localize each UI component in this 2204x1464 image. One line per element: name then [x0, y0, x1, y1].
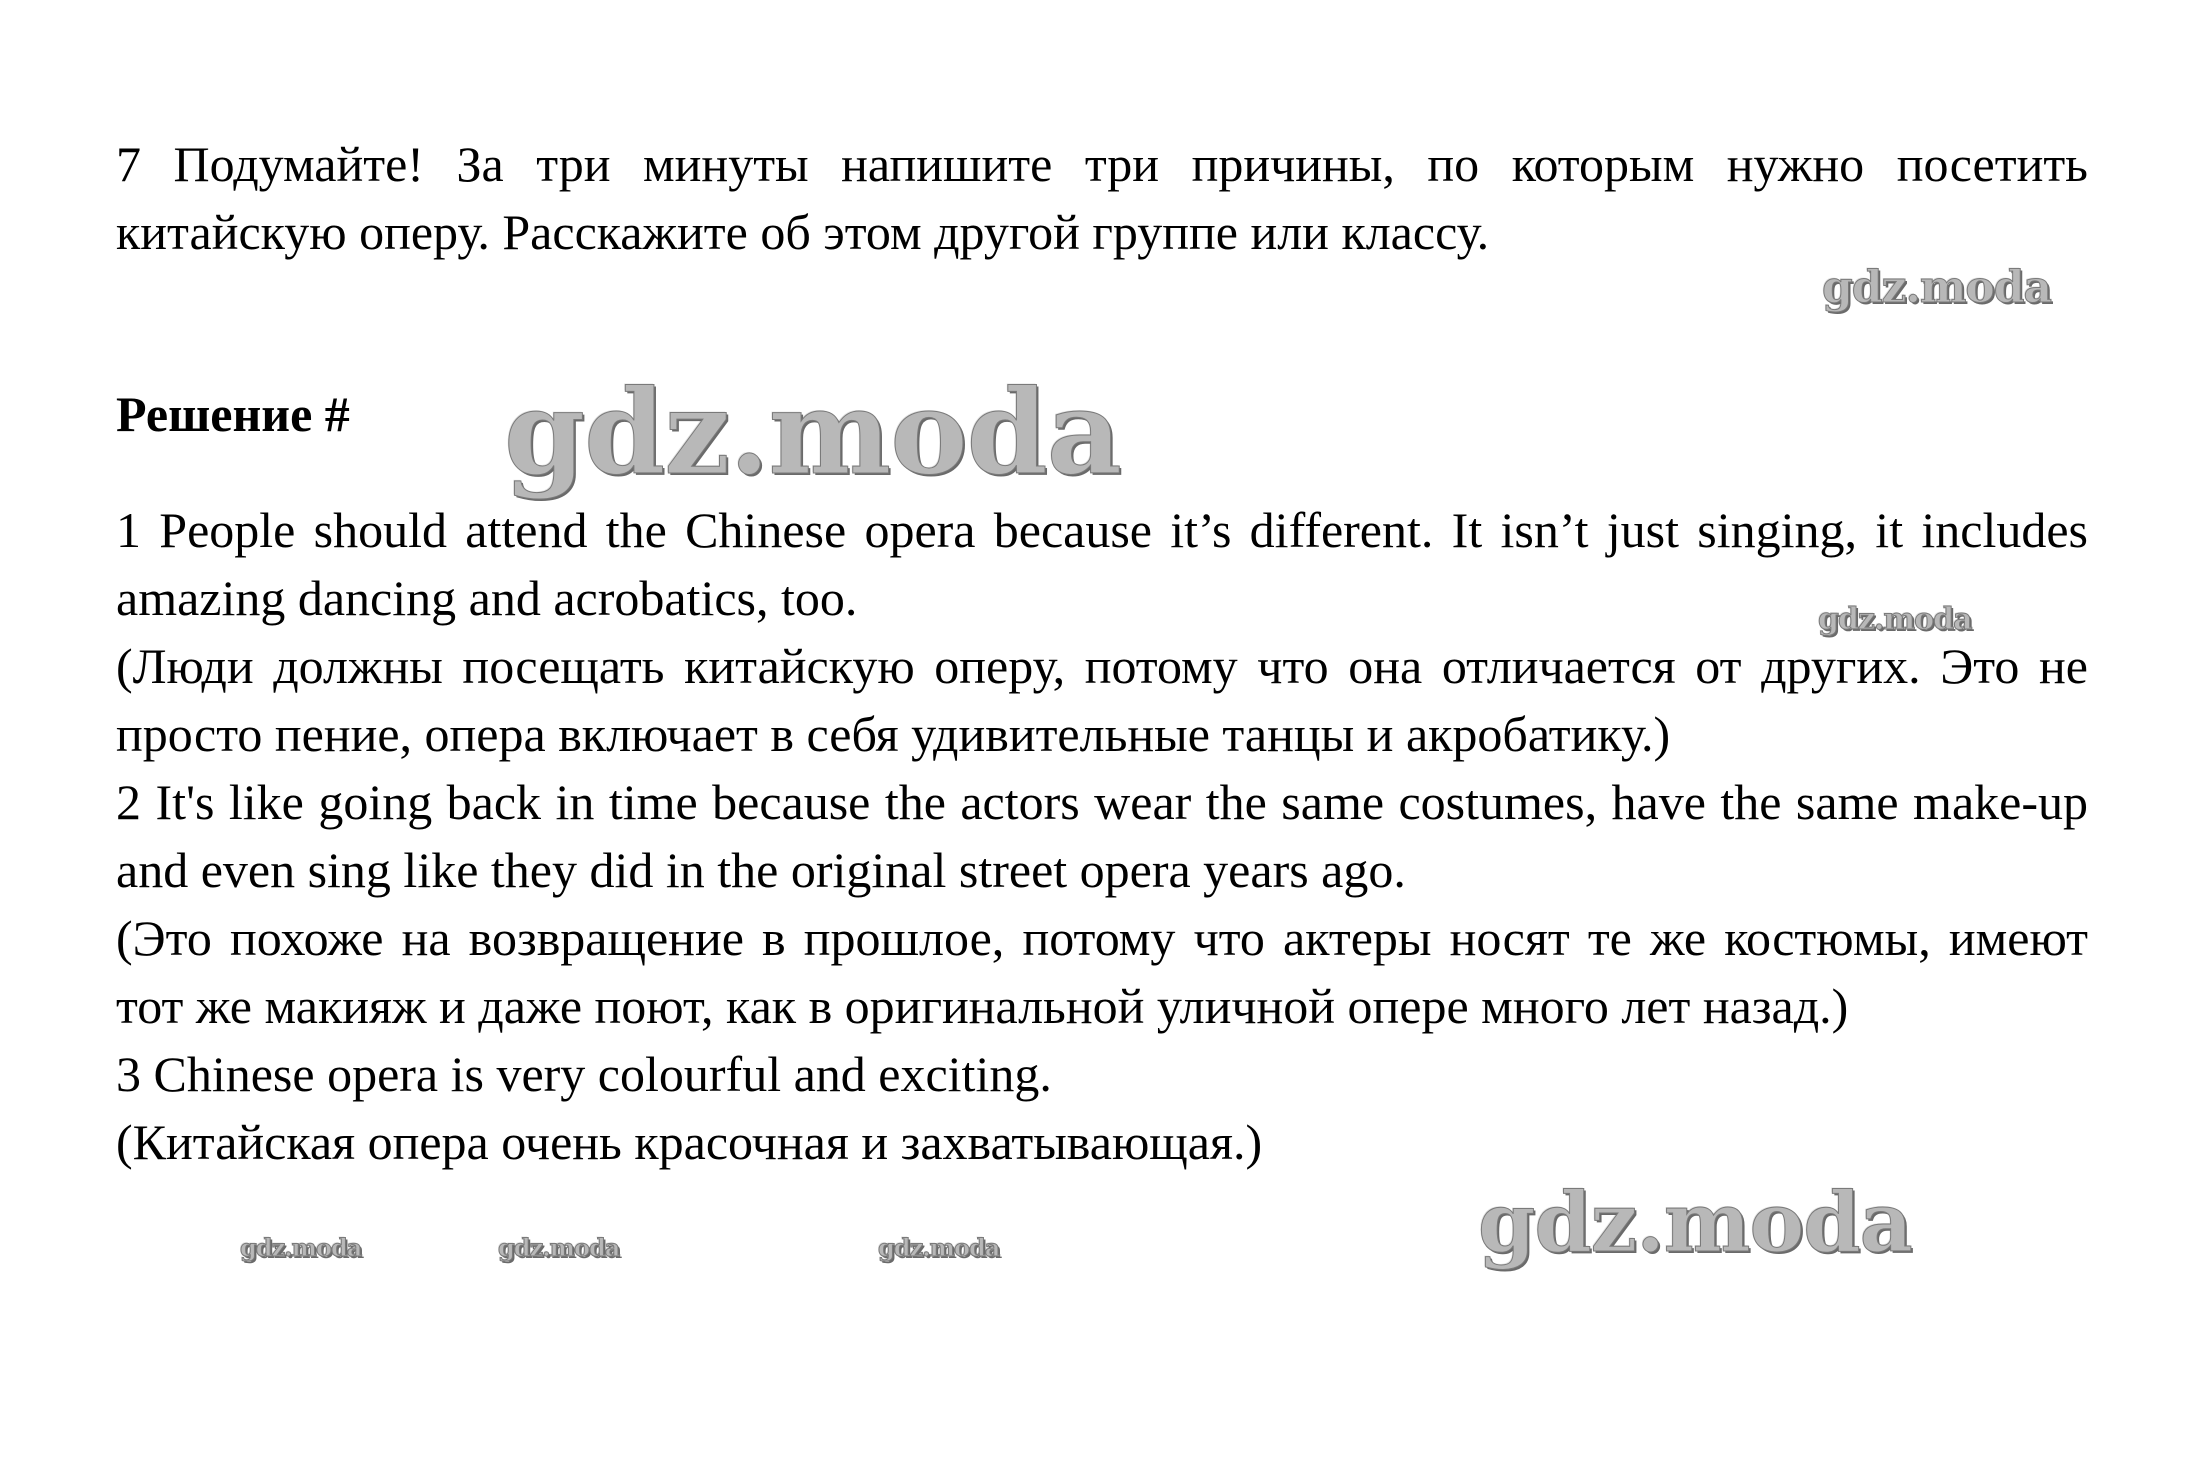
task-text: 7 Подумайте! За три минуты напишите три причины, по которым нужно посетить китайскую оперу. Расскажите об этом другой группе или классу.	[116, 136, 2088, 260]
solution-heading: Решение #	[116, 386, 350, 442]
watermark-logo: gdz.moda	[1822, 262, 2052, 313]
watermark-logo: gdz.moda	[504, 365, 1121, 501]
watermark-logo: gdz.moda	[498, 1233, 620, 1262]
answer-3-russian: (Китайская опера очень красочная и захватывающая.)	[116, 1114, 1263, 1170]
watermark-logo: gdz.moda	[878, 1233, 1000, 1262]
solution-body	[116, 496, 2088, 1176]
answer-2-russian: (Это похоже на возвращение в прошлое, потому что актеры носят те же костюмы, имеют тот же макияж и даже поют, как в оригинальной уличной опере много лет назад.)	[116, 910, 2088, 1034]
answer-1-english: 1 People should attend the Chinese opera because it’s different. It isn’t just singing, it includes amazing dancing and acrobatics, too.	[116, 502, 2088, 626]
watermark-logo: gdz.moda	[1818, 602, 1972, 637]
answer-3-english: 3 Chinese opera is very colourful and exciting.	[116, 1046, 1052, 1102]
watermark-logo: gdz.moda	[240, 1233, 362, 1262]
answer-2-english: 2 It's like going back in time because the actors wear the same costumes, have the same make-up and even sing like they did in the original street opera years ago.	[116, 774, 2088, 898]
watermark-logo: gdz.moda	[1478, 1175, 1912, 1271]
answer-1-russian: (Люди должны посещать китайскую оперу, потому что она отличается от других. Это не просто пение, опера включает в себя удивительные танцы и акробатику.)	[116, 638, 2088, 762]
